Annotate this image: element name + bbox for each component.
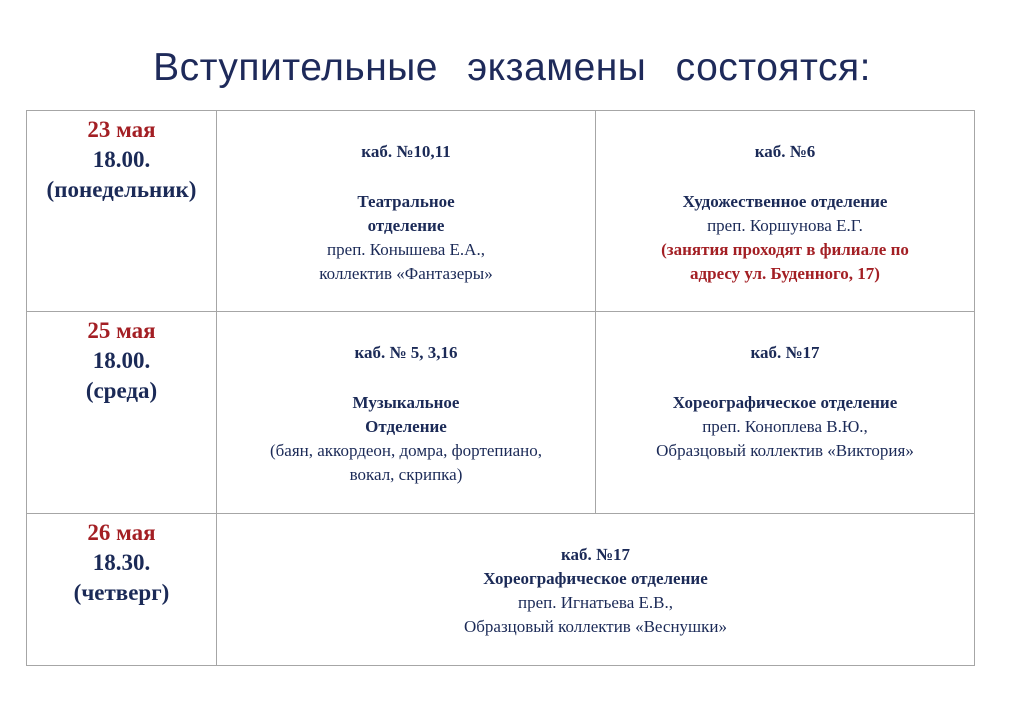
exam-weekday: (четверг): [73, 579, 170, 605]
branch-note: (занятия проходят в филиале по: [661, 240, 909, 259]
room-number: каб. №17: [750, 343, 820, 363]
table-row: [27, 111, 975, 312]
date-cell: [27, 312, 217, 513]
department-name: Хореографическое отделение: [672, 393, 898, 413]
exam-time: 18.00.: [92, 348, 151, 374]
table-row: [27, 513, 975, 665]
collective-name: Образцовый коллектив «Виктория»: [656, 441, 914, 461]
teacher-name: преп. Конышева Е.А.,: [327, 240, 485, 259]
date-cell: [27, 513, 217, 665]
department-name: Хореографическое отделение: [483, 568, 708, 588]
spacer: [217, 365, 595, 391]
room-number: каб. №6: [754, 142, 816, 161]
department-name: отделение: [367, 216, 445, 235]
exam-weekday: (понедельник): [46, 177, 197, 202]
department-name: Отделение: [365, 417, 447, 437]
spacer: [596, 365, 974, 391]
date-cell: [27, 111, 217, 312]
department-cell: [596, 111, 975, 312]
department-cell: [596, 312, 975, 513]
department-name: Художественное отделение: [682, 192, 888, 211]
department-cell: [217, 513, 975, 665]
page-title: Вступительные экзамены состоятся:: [153, 46, 871, 89]
department-name: Музыкальное: [352, 393, 460, 413]
department-cell: [217, 111, 596, 312]
exam-time: 18.30.: [92, 549, 151, 575]
exam-time: 18.00.: [92, 147, 151, 172]
department-cell: [217, 312, 596, 513]
exam-date: 26 мая: [87, 519, 156, 545]
room-number: каб. №10,11: [361, 142, 451, 161]
exam-date: 25 мая: [87, 318, 156, 344]
spacer: [596, 164, 974, 190]
teacher-name: преп. Игнатьева Е.В.,: [518, 592, 673, 612]
exam-date: 23 мая: [87, 117, 156, 142]
collective-name: Образцовый коллектив «Веснушки»: [463, 616, 727, 636]
exam-schedule-table: [26, 110, 975, 666]
instrument-list: (баян, аккордеон, домра, фортепиано,: [269, 441, 543, 461]
table-row: [27, 312, 975, 513]
branch-note: адресу ул. Буденного, 17): [690, 264, 880, 283]
collective-name: коллектив «Фантазеры»: [319, 264, 493, 283]
teacher-name: преп. Коноплева В.Ю.,: [702, 417, 868, 437]
exam-weekday: (среда): [85, 378, 158, 404]
teacher-name: преп. Коршунова Е.Г.: [707, 216, 863, 235]
room-number: каб. №17: [560, 544, 631, 564]
department-name: Театральное: [357, 192, 455, 211]
instrument-list: вокал, скрипка): [349, 465, 463, 485]
spacer: [217, 164, 595, 190]
room-number: каб. № 5, 3,16: [354, 343, 458, 363]
